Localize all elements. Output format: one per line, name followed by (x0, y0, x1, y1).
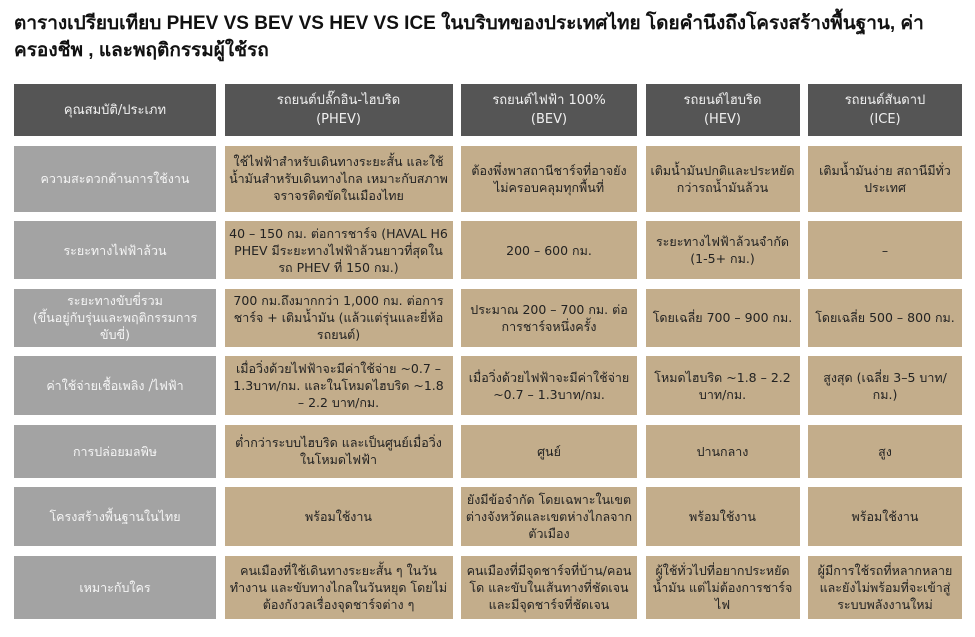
cell-hev: ระยะทางไฟฟ้าล้วนจำกัด (1-5+ กม.) (646, 221, 800, 279)
header-attribute: คุณสมบัติ/ประเภท (14, 84, 216, 136)
cell-ice: โดยเฉลี่ย 500 – 800 กม. (808, 289, 962, 347)
cell-ice: พร้อมใช้งาน (808, 487, 962, 546)
cell-phev: พร้อมใช้งาน (225, 487, 453, 546)
cell-bev: เมื่อวิ่งด้วยไฟฟ้าจะมีค่าใช้จ่าย ~0.7 – 1.3บาท/กม. (461, 356, 637, 415)
cell-phev: คนเมืองที่ใช้เดินทางระยะสั้น ๆ ในวันทำงาน และขับทางไกลในวันหยุด โดยไม่ต้องกังวลเรื่องจุดชาร์จต่าง ๆ (225, 556, 453, 619)
row-label: การปล่อยมลพิษ (14, 425, 216, 478)
row-label: ระยะทางขับขี่รวม (ขึ้นอยู่กับรุ่นและพฤติกรรมการขับขี่) (14, 289, 216, 347)
cell-phev: ต่ำกว่าระบบไฮบริด และเป็นศูนย์เมื่อวิ่งในโหมดไฟฟ้า (225, 425, 453, 478)
cell-bev: ยังมีข้อจำกัด โดยเฉพาะในเขตต่างจังหวัดและเขตห่างไกลจากตัวเมือง (461, 487, 637, 546)
cell-bev: ประมาณ 200 – 700 กม. ต่อการชาร์จหนึ่งครั้ง (461, 289, 637, 347)
page-title: ตารางเปรียบเทียบ PHEV VS BEV VS HEV VS ICE ในบริบทของประเทศไทย โดยคำนึงถึงโครงสร้างพื้นฐาน, ค่าครองชีพ , และพฤติกรรมผู้ใช้รถ (14, 13, 924, 61)
row-label: ความสะดวกด้านการใช้งาน (14, 146, 216, 212)
cell-bev: 200 – 600 กม. (461, 221, 637, 279)
cell-bev: ต้องพึ่งพาสถานีชาร์จที่อาจยังไม่ครอบคลุมทุกพื้นที่ (461, 146, 637, 212)
cell-hev: พร้อมใช้งาน (646, 487, 800, 546)
comparison-table (14, 84, 962, 619)
cell-ice: – (808, 221, 962, 279)
cell-hev: ปานกลาง (646, 425, 800, 478)
header-phev: รถยนต์ปลั๊กอิน-ไฮบริด (PHEV) (225, 84, 453, 136)
cell-ice: ผู้มีการใช้รถที่หลากหลายและยังไม่พร้อมที่จะเข้าสู่ระบบพลังงานใหม่ (808, 556, 962, 619)
row-label: โครงสร้างพื้นฐานในไทย (14, 487, 216, 546)
row-label: ระยะทางไฟฟ้าล้วน (14, 221, 216, 279)
header-ice: รถยนต์สันดาป (ICE) (808, 84, 962, 136)
header-hev: รถยนต์ไฮบริด (HEV) (646, 84, 800, 136)
cell-hev: ผู้ใช้ทั่วไปที่อยากประหยัดน้ำมัน แต่ไม่ต้องการชาร์จไฟ (646, 556, 800, 619)
cell-phev: ใช้ไฟฟ้าสำหรับเดินทางระยะสั้น และใช้น้ำมันสำหรับเดินทางไกล เหมาะกับสภาพจราจรติดขัดในเมืองไทย (225, 146, 453, 212)
cell-ice: สูง (808, 425, 962, 478)
cell-hev: โหมดไฮบริด ~1.8 – 2.2 บาท/กม. (646, 356, 800, 415)
row-label: เหมาะกับใคร (14, 556, 216, 619)
cell-ice: สูงสุด (เฉลี่ย 3–5 บาท/กม.) (808, 356, 962, 415)
cell-bev: ศูนย์ (461, 425, 637, 478)
cell-phev: เมื่อวิ่งด้วยไฟฟ้าจะมีค่าใช้จ่าย ~0.7 – 1.3บาท/กม. และในโหมดไฮบริด ~1.8 – 2.2 บาท/กม. (225, 356, 453, 415)
header-bev: รถยนต์ไฟฟ้า 100% (BEV) (461, 84, 637, 136)
cell-hev: เติมน้ำมันปกติและประหยัดกว่ารถน้ำมันล้วน (646, 146, 800, 212)
cell-ice: เติมน้ำมันง่าย สถานีมีทั่วประเทศ (808, 146, 962, 212)
cell-phev: 700 กม.ถึงมากกว่า 1,000 กม. ต่อการชาร์จ + เติมน้ำมัน (แล้วแต่รุ่นและยี่ห้อรถยนต์) (225, 289, 453, 347)
cell-hev: โดยเฉลี่ย 700 – 900 กม. (646, 289, 800, 347)
cell-bev: คนเมืองที่มีจุดชาร์จที่บ้าน/คอนโด และขับในเส้นทางที่ชัดเจน และมีจุดชาร์จที่ชัดเจน (461, 556, 637, 619)
row-label: ค่าใช้จ่ายเชื้อเพลิง /ไฟฟ้า (14, 356, 216, 415)
cell-phev: 40 – 150 กม. ต่อการชาร์จ (HAVAL H6 PHEV มีระยะทางไฟฟ้าล้วนยาวที่สุดในรถ PHEV ที่ 150 กม.) (225, 221, 453, 279)
